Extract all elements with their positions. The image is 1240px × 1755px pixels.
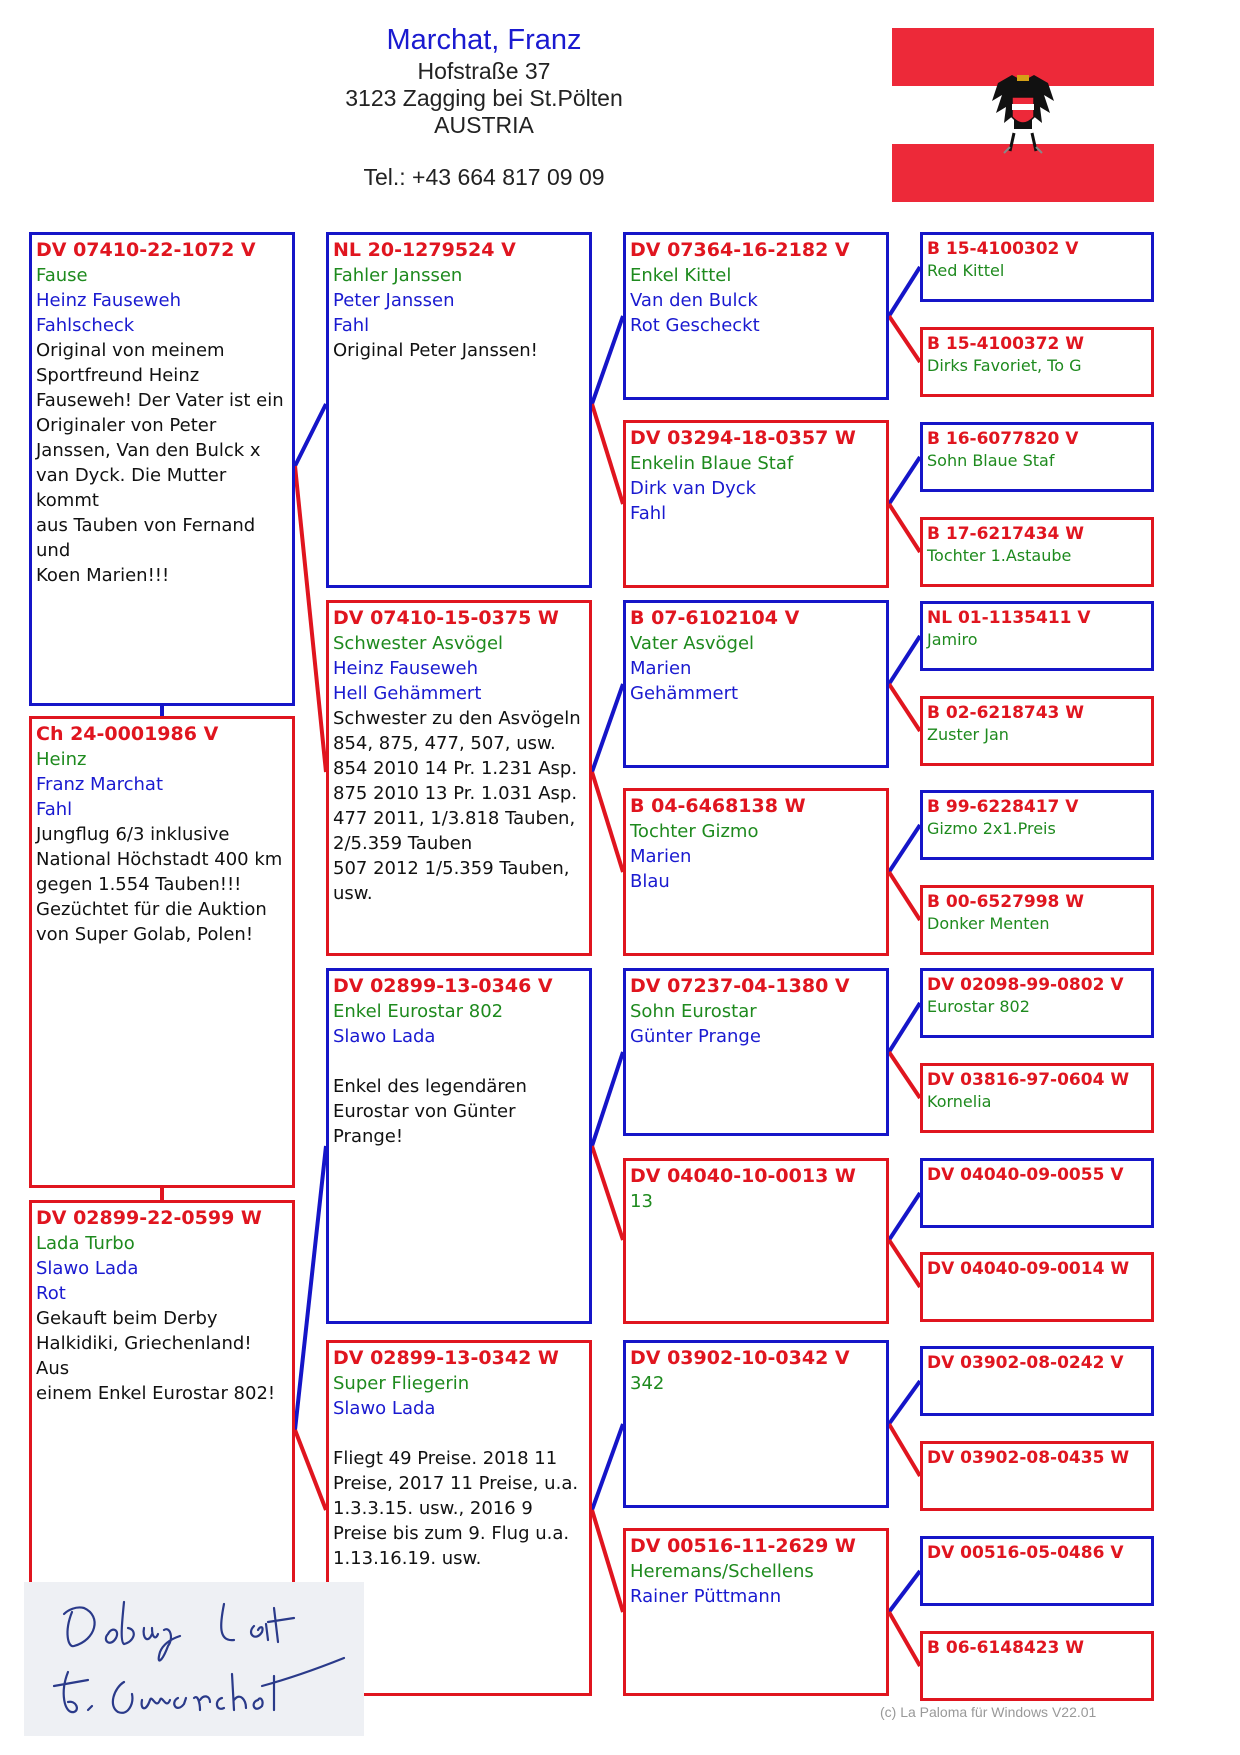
connector-gen3-1-dam [889, 316, 920, 362]
pigeon-name: Tochter 1.Astaube [927, 546, 1072, 565]
pigeon-name: Tochter Gizmo [630, 821, 759, 842]
connector-gen2-4-sire [592, 1424, 623, 1510]
pigeon-notes: Jungflug 6/3 inklusive National Höchstadt 400 km gegen 1.554 Tauben!!! Gezüchtet für die Auktion von Super Golab, Polen! [36, 824, 283, 945]
owner-phone: Tel.: +43 664 817 09 09 [363, 164, 605, 190]
ring-number: B 07-6102104 V [630, 607, 800, 629]
pigeon-name: Gizmo 2x1.Preis [927, 819, 1056, 838]
connector-gen3-3-sire [889, 636, 920, 684]
ring-number: B 15-4100302 V [927, 239, 1079, 259]
breeder-name: Heinz Fauseweh [333, 658, 478, 679]
pigeon-name: Eurostar 802 [927, 997, 1030, 1016]
connector-gen2-3-sire [592, 1052, 623, 1146]
pedigree-box-gen2-4[interactable] [326, 1340, 592, 1696]
ring-number: DV 02899-13-0342 W [333, 1347, 559, 1369]
pedigree-box-gen3-1[interactable] [623, 232, 889, 400]
connector-gen3-6-sire [889, 1193, 920, 1240]
breeder-name: Franz Marchat [36, 774, 164, 795]
pedigree-box-gen3-3[interactable] [623, 600, 889, 768]
pedigree-box-gen2-3[interactable] [326, 968, 592, 1324]
breeder-name: Peter Janssen [333, 290, 455, 311]
ring-number: DV 04040-09-0014 W [927, 1259, 1130, 1279]
pedigree-box-gen4-11[interactable] [920, 1158, 1154, 1228]
pigeon-name: Enkelin Blaue Staf [630, 453, 794, 474]
pigeon-name: Lada Turbo [36, 1233, 135, 1254]
pedigree-box-gen4-6[interactable] [920, 696, 1154, 766]
ring-number: NL 20-1279524 V [333, 239, 516, 261]
pigeon-name: Heremans/Schellens [630, 1561, 814, 1582]
pedigree-box-gen4-16[interactable] [920, 1631, 1154, 1701]
pigeon-name: Dirks Favoriet, To G [927, 356, 1082, 375]
ring-number: DV 03902-10-0342 V [630, 1347, 850, 1369]
breeder-name: Rainer Püttmann [630, 1586, 782, 1607]
breeder-name: Günter Prange [630, 1026, 761, 1047]
breeder-name: Marien [630, 846, 692, 867]
pedigree-box-gen3-8[interactable] [623, 1528, 889, 1696]
connector-mother-dam [295, 1430, 326, 1510]
ring-number: DV 04040-10-0013 W [630, 1165, 856, 1187]
connector-gen3-2-sire [889, 457, 920, 504]
connector-gen2-2-dam [592, 772, 623, 872]
pigeon-name: Kornelia [927, 1092, 992, 1111]
pigeon-color: Hell Gehämmert [333, 683, 482, 704]
pigeon-name: Donker Menten [927, 914, 1050, 933]
pedigree-box-gen4-4[interactable] [920, 517, 1154, 587]
ring-number: B 02-6218743 W [927, 703, 1085, 723]
ring-number: Ch 24-0001986 V [36, 723, 219, 745]
owner-street: Hofstraße 37 [417, 58, 551, 84]
connector-gen3-8-dam [889, 1612, 920, 1666]
connector-gen3-1-sire [889, 267, 920, 316]
pigeon-notes: Original von meinem Sportfreund Heinz Fauseweh! Der Vater ist ein Originaler von Peter Janssen, Van den Bulck x van Dyck. Die Mutter kommt aus Tauben von Fernand und Koen Marien!!! [36, 340, 284, 586]
pigeon-color: Rot [36, 1283, 66, 1304]
ring-number: DV 00516-05-0486 V [927, 1543, 1124, 1563]
connector-gen2-2-sire [592, 684, 623, 772]
pigeon-notes: Schwester zu den Asvögeln 854, 875, 477, 507, usw. 854 2010 14 Pr. 1.231 Asp. 875 2010 13 Pr. 1.031 Asp. 477 2011, 1/3.818 Tauben, 2/5.359 Tauben 507 2012 1/5.359 Tauben, usw. [333, 708, 581, 904]
ring-number: DV 04040-09-0055 V [927, 1165, 1124, 1185]
pedigree-box-father[interactable] [29, 232, 295, 706]
ring-number: B 00-6527998 W [927, 892, 1085, 912]
connector-gen3-7-dam [889, 1424, 920, 1476]
pedigree-box-gen4-15[interactable] [920, 1536, 1154, 1606]
ring-number: B 17-6217434 W [927, 524, 1085, 544]
connector-father-dam [295, 466, 326, 772]
connector-gen3-5-dam [889, 1052, 920, 1098]
pigeon-notes: Original Peter Janssen! [333, 340, 538, 361]
pigeon-color: Gehämmert [630, 683, 739, 704]
ring-number: DV 03902-08-0435 W [927, 1448, 1130, 1468]
pedigree-box-gen3-4[interactable] [623, 788, 889, 956]
ring-number: DV 07237-04-1380 V [630, 975, 850, 997]
connector-gen3-8-sire [889, 1571, 920, 1612]
breeder-name: Van den Bulck [630, 290, 758, 311]
connector-gen2-1-sire [592, 316, 623, 404]
pigeon-name: Schwester Asvögel [333, 633, 504, 654]
pigeon-name: Heinz [36, 749, 87, 770]
pedigree-box-gen4-13[interactable] [920, 1346, 1154, 1416]
connector-gen3-4-dam [889, 872, 920, 920]
connector-gen3-7-sire [889, 1381, 920, 1424]
owner-city: 3123 Zagging bei St.Pölten [345, 85, 623, 111]
pigeon-color: Fahl [333, 315, 370, 336]
pedigree-box-gen4-9[interactable] [920, 968, 1154, 1038]
pedigree-box-gen4-5[interactable] [920, 601, 1154, 671]
pigeon-notes: Fliegt 49 Preise. 2018 11 Preise, 2017 11 Preise, u.a. 1.3.3.15. usw., 2016 9 Preise bis zum 9. Flug u.a. 1.13.16.19. usw. [333, 1448, 579, 1569]
connector-gen2-3-dam [592, 1146, 623, 1240]
pigeon-name: 13 [630, 1191, 653, 1212]
pigeon-name: Enkel Kittel [630, 265, 732, 286]
ring-number: DV 03816-97-0604 W [927, 1070, 1130, 1090]
ring-number: DV 07410-22-1072 V [36, 239, 256, 261]
ring-number: B 06-6148423 W [927, 1638, 1085, 1658]
connector-father-sire [295, 404, 326, 466]
pedigree-box-gen4-3[interactable] [920, 422, 1154, 492]
pigeon-color: Fahlscheck [36, 315, 135, 336]
connector-gen2-4-dam [592, 1510, 623, 1612]
pedigree-box-gen3-2[interactable] [623, 420, 889, 588]
pigeon-name: Zuster Jan [927, 725, 1009, 744]
breeder-name: Slawo Lada [333, 1398, 436, 1419]
pedigree-box-gen4-14[interactable] [920, 1441, 1154, 1511]
connector-gen2-1-dam [592, 404, 623, 504]
ring-number: NL 01-1135411 V [927, 608, 1091, 628]
pigeon-notes: Gekauft beim Derby Halkidiki, Griechenland! Aus einem Enkel Eurostar 802! [36, 1308, 276, 1404]
pigeon-color: Fahl [630, 503, 667, 524]
pedigree-box-gen4-7[interactable] [920, 790, 1154, 860]
ring-number: DV 07364-16-2182 V [630, 239, 850, 261]
pedigree-box-gen2-2[interactable] [326, 600, 592, 956]
pedigree-box-gen3-7[interactable] [623, 1340, 889, 1508]
owner-country: AUSTRIA [434, 112, 534, 138]
ring-number: B 16-6077820 V [927, 429, 1079, 449]
pigeon-name: Sohn Eurostar [630, 1001, 757, 1022]
breeder-name: Marien [630, 658, 692, 679]
connector-mother-sire [295, 1146, 326, 1430]
connector-gen3-5-sire [889, 1003, 920, 1052]
pigeon-name: Super Fliegerin [333, 1373, 470, 1394]
breeder-name: Heinz Fauseweh [36, 290, 181, 311]
ring-number: DV 02899-13-0346 V [333, 975, 553, 997]
ring-number: B 15-4100372 W [927, 334, 1085, 354]
pigeon-color: Fahl [36, 799, 73, 820]
pigeon-name: Vater Asvögel [630, 633, 755, 654]
ring-number: B 04-6468138 W [630, 795, 806, 817]
pedigree-box-subject[interactable] [29, 716, 295, 1188]
pigeon-color: Rot Gescheckt [630, 315, 760, 336]
ring-number: B 99-6228417 V [927, 797, 1079, 817]
pedigree-box-gen4-12[interactable] [920, 1252, 1154, 1322]
ring-number: DV 02098-99-0802 V [927, 975, 1124, 995]
connector-gen3-3-dam [889, 684, 920, 731]
ring-number: DV 00516-11-2629 W [630, 1535, 856, 1557]
pigeon-name: Fause [36, 265, 88, 286]
pedigree-box-gen4-8[interactable] [920, 885, 1154, 955]
pigeon-name: 342 [630, 1373, 665, 1394]
ring-number: DV 03902-08-0242 V [927, 1353, 1124, 1373]
pigeon-name: Fahler Janssen [333, 265, 463, 286]
connector-gen3-6-dam [889, 1240, 920, 1287]
connector-gen3-2-dam [889, 504, 920, 552]
ring-number: DV 07410-15-0375 W [333, 607, 559, 629]
pedigree-box-gen3-6[interactable] [623, 1158, 889, 1324]
copyright-footer: (c) La Paloma für Windows V22.01 [880, 1704, 1097, 1720]
owner-name: Marchat, Franz [386, 24, 582, 56]
handwritten-signature [24, 1582, 364, 1736]
pigeon-name: Sohn Blaue Staf [927, 451, 1055, 470]
pedigree-box-gen2-1[interactable] [326, 232, 592, 588]
pigeon-name: Enkel Eurostar 802 [333, 1001, 504, 1022]
connector-gen3-4-sire [889, 825, 920, 872]
pigeon-name: Red Kittel [927, 261, 1005, 280]
pigeon-color: Blau [630, 871, 670, 892]
pedigree-box-gen3-5[interactable] [623, 968, 889, 1136]
ring-number: DV 03294-18-0357 W [630, 427, 856, 449]
pedigree-box-gen4-2[interactable] [920, 327, 1154, 397]
breeder-name: Slawo Lada [36, 1258, 139, 1279]
pedigree-box-gen4-1[interactable] [920, 232, 1154, 302]
pigeon-notes: Enkel des legendären Eurostar von Günter Prange! [333, 1076, 527, 1147]
pedigree-box-gen4-10[interactable] [920, 1063, 1154, 1133]
ring-number: DV 02899-22-0599 W [36, 1207, 262, 1229]
breeder-name: Dirk van Dyck [630, 478, 757, 499]
breeder-name: Slawo Lada [333, 1026, 436, 1047]
pigeon-name: Jamiro [927, 630, 978, 649]
